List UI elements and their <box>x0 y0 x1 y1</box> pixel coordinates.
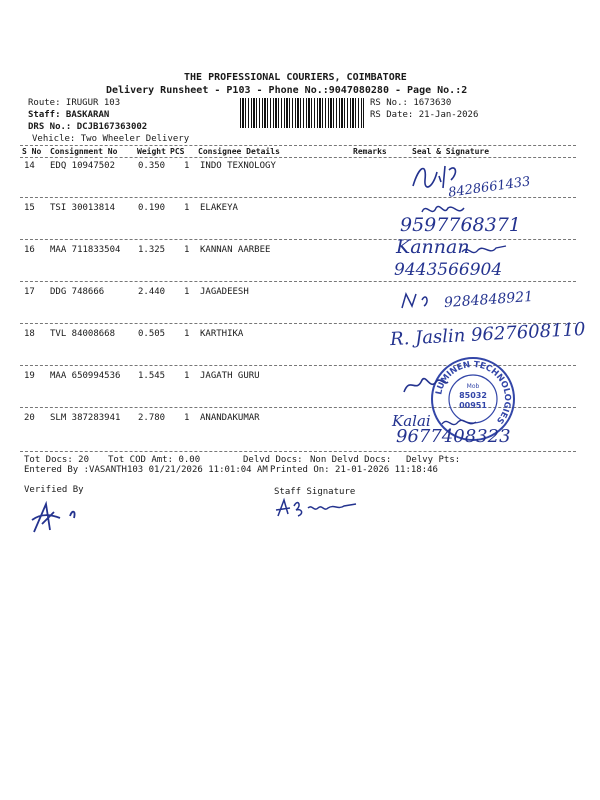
row-consignee: ELAKEYA <box>200 203 238 213</box>
row-sno: 18 <box>24 329 35 339</box>
row-pcs: 1 <box>184 203 190 213</box>
rs-date: RS Date: 21-Jan-2026 <box>370 110 479 120</box>
signature-scribble <box>400 372 450 398</box>
vehicle-label: Vehicle: Two Wheeler Delivery <box>32 134 190 144</box>
table-row <box>24 287 384 301</box>
table-row <box>24 329 384 343</box>
stamp-mob-label: Mob <box>466 383 480 390</box>
row-sno: 14 <box>24 161 35 171</box>
delivered-docs: Delvd Docs: <box>243 455 303 465</box>
company-title: THE PROFESSIONAL COURIERS, COIMBATORE <box>184 72 407 83</box>
row-sno: 20 <box>24 413 35 423</box>
col-remarks: Remarks <box>353 147 387 156</box>
handwritten-phone: 9597768371 <box>400 214 521 236</box>
row-weight: 2.780 <box>138 413 166 423</box>
col-consignment: Consignment No <box>50 147 118 156</box>
row-weight: 0.350 <box>138 161 166 171</box>
total-docs: Tot Docs: 20 <box>24 455 90 465</box>
row-consignment: MAA 711833504 <box>50 245 121 255</box>
runsheet-title: Delivery Runsheet - P103 - Phone No.:9047080280 - Page No.:2 <box>106 85 468 96</box>
stamp-ring-text: LUMINEN TECHNOLOGIES <box>434 359 513 426</box>
staff-signature-label: Staff Signature <box>274 487 356 497</box>
row-consignment: DDG 748666 <box>50 287 105 297</box>
verified-by-label: Verified By <box>24 485 84 495</box>
divider <box>20 145 576 146</box>
handwritten-phone: 8428661433 <box>447 174 532 201</box>
divider <box>20 197 576 198</box>
divider <box>20 281 576 282</box>
table-row <box>24 371 384 385</box>
non-delivered-docs: Non Delvd Docs: <box>310 455 392 465</box>
table-row <box>24 245 384 259</box>
col-weight: Weight <box>137 147 166 156</box>
divider <box>20 451 576 452</box>
row-consignment: SLM 387283941 <box>50 413 121 423</box>
row-consignment: TVL 84008668 <box>50 329 116 339</box>
row-consignee: JAGADEESH <box>200 287 249 297</box>
row-pcs: 1 <box>184 329 190 339</box>
col-seal-signature: Seal & Signature <box>412 147 490 156</box>
signature-scribble <box>398 288 438 312</box>
stamp-mob-1: 85032 <box>459 391 487 400</box>
row-weight: 0.190 <box>138 203 166 213</box>
col-sno: S No <box>22 147 42 156</box>
stamp-mob-2: 00951 <box>459 401 487 410</box>
table-row <box>24 203 384 217</box>
staff-signature <box>272 496 362 520</box>
row-pcs: 1 <box>184 371 190 381</box>
row-weight: 0.505 <box>138 329 166 339</box>
row-pcs: 1 <box>184 161 190 171</box>
row-pcs: 1 <box>184 245 190 255</box>
row-consignment: EDQ 10947502 <box>50 161 116 171</box>
row-consignment: TSI 30013814 <box>50 203 116 213</box>
handwritten-phone: 9443566904 <box>394 260 503 280</box>
row-consignee: INDO TEXNOLOGY <box>200 161 276 171</box>
divider <box>20 157 576 158</box>
row-consignee: JAGATH GURU <box>200 371 260 381</box>
verified-signature <box>28 498 88 538</box>
row-weight: 2.440 <box>138 287 166 297</box>
row-pcs: 1 <box>184 287 190 297</box>
handwritten-name: Kannan <box>396 236 470 258</box>
row-pcs: 1 <box>184 413 190 423</box>
handwritten-signature: R. Jaslin 9627608110 <box>389 318 586 351</box>
handwritten-phone: 9677408323 <box>396 426 511 447</box>
col-pcs: PCS <box>170 147 185 156</box>
barcode <box>240 98 364 128</box>
row-consignee: KARTHIKA <box>200 329 244 339</box>
row-weight: 1.545 <box>138 371 166 381</box>
row-sno: 17 <box>24 287 35 297</box>
handwritten-phone: 9284848921 <box>443 288 534 312</box>
delivery-points: Delvy Pts: <box>406 455 461 465</box>
route-label: Route: IRUGUR 103 <box>28 98 121 108</box>
table-row <box>24 161 384 175</box>
drs-number: DRS No.: DCJB167363002 <box>28 122 148 132</box>
total-cod: Tot COD Amt: 0.00 <box>108 455 201 465</box>
row-sno: 15 <box>24 203 35 213</box>
printed-on: Printed On: 21-01-2026 11:18:46 <box>270 465 438 475</box>
handwritten-name: Kalai <box>392 412 431 430</box>
row-consignee: KANNAN AARBEE <box>200 245 271 255</box>
staff-label: Staff: BASKARAN <box>28 110 110 120</box>
row-sno: 19 <box>24 371 35 381</box>
rs-number: RS No.: 1673630 <box>370 98 452 108</box>
table-row <box>24 413 384 427</box>
row-consignee: ANANDAKUMAR <box>200 413 260 423</box>
row-consignment: MAA 650994536 <box>50 371 121 381</box>
signature-scribble <box>460 240 510 260</box>
col-consignee: Consignee Details <box>198 147 280 156</box>
entered-by: Entered By :VASANTH103 01/21/2026 11:01:04 AM <box>24 465 268 475</box>
row-sno: 16 <box>24 245 35 255</box>
row-weight: 1.325 <box>138 245 166 255</box>
